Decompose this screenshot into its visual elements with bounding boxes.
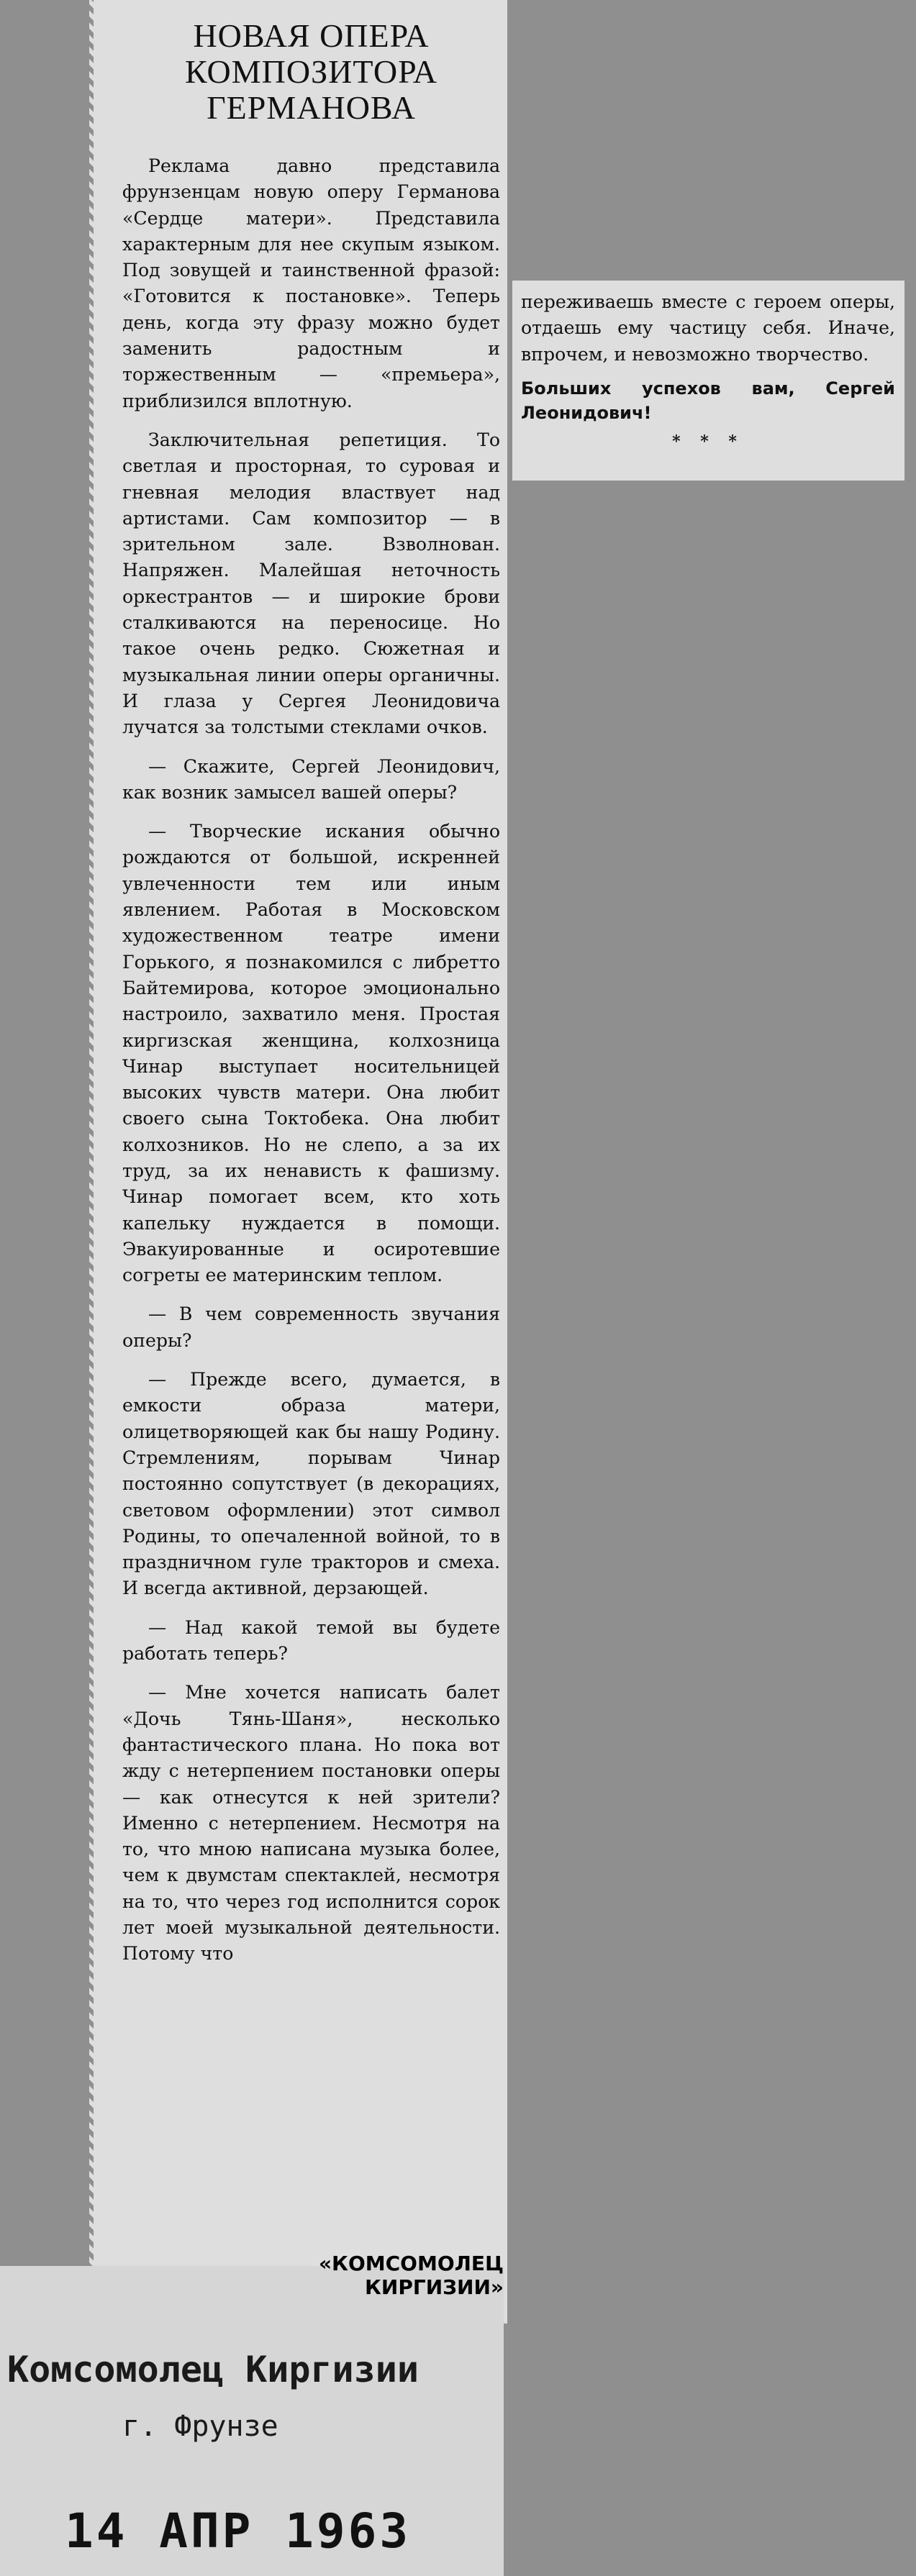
paragraph: Реклама давно представила фрунзенцам новую оперу Германова «Сердце матери». Представила характерным для нее скупым языком. Под зовущей и таинственной фразой: «Готовится к постановке». Теперь день, когда эту фразу можно будет заменить радостным и торжественным — «премьера», приблизился вплотную.: [122, 155, 500, 411]
article-column: [122, 18, 500, 1980]
title-line: НОВАЯ ОПЕРА: [193, 17, 430, 54]
answer: — Творческие искания обычно рождаются от большой, искренней увлеченности тем или иным явлением. Работая в Московском художественном театре имени Горького, я познакомился с либретто Байтемирова, которое эмоционально настроило, захватило меня. Простая киргизская женщина, колхозница Чинар выступает носительницей высоких чувств матери. Она любит своего сына Токтобека. Она любит колхозников. Но не слепо, а за их труд, за их ненависть к фашизму. Чинар помогает всем, кто хоть капельку нуждается в помощи. Эвакуированные и осиротевшие согреты ее материнским теплом.: [122, 821, 500, 1286]
source-line: «КОМСОМОЛЕЦ КИРГИЗИИ»: [318, 2252, 504, 2299]
article-title: [122, 18, 500, 126]
title-line: КОМПОЗИТОРА: [185, 53, 437, 90]
closing-line: Больших успехов вам, Сергей Леонидович!: [521, 378, 895, 423]
stamp-city: г. Фрунзе: [122, 2410, 278, 2443]
continuation-text: переживаешь вместе с героем оперы, отдаешь ему частицу себя. Иначе, впрочем, и невозможно творчество.: [521, 291, 895, 365]
question: — Скажите, Сергей Леонидович, как возник замысел вашей оперы?: [122, 755, 500, 803]
answer: — Мне хочется написать балет «Дочь Тянь-Шаня», несколько фантастического плана. Но пока вот жду с нетерпением постановки оперы — как отнесутся к ней зрители? Именно с нетерпением. Несмотря на то, что мною написана музыка более, чем к двумстам спектаклей, несмотря на то, что через год исполнится сорок лет моей музыкальной деятельности. Потому что: [122, 1682, 500, 1965]
stamp-date: 14 АПР 1963: [65, 2503, 412, 2559]
question: — В чем современность звучания оперы?: [122, 1303, 500, 1351]
question: — Над какой темой вы будете работать теперь?: [122, 1616, 500, 1665]
separator-stars: * * *: [672, 432, 744, 451]
stamp-newspaper: Комсомолец Киргизии: [7, 2349, 419, 2390]
continuation-column: [512, 281, 904, 481]
answer: — Прежде всего, думается, в емкости образа матери, олицетворяющей как бы нашу Родину. Стремлениям, порывам Чинар постоянно сопутствует (в декорациях, световом оформлении) этот символ Родины, то опечаленной войной, то в праздничном гуле тракторов и смеха. И всегда активной, дерзающей.: [122, 1369, 500, 1599]
paragraph: Заключительная репетиция. То светлая и просторная, то суровая и гневная мелодия властвует над артистами. Сам композитор — в зрительном зале. Взволнован. Напряжен. Малейшая неточность оркестрантов — и широкие брови сталкиваются на переносице. Но такое очень редко. Сюжетная и музыкальная линии оперы органичны. И глаза у Сергея Леонидовича лучатся за толстыми стеклами очков.: [122, 429, 500, 738]
title-line: ГЕРМАНОВА: [207, 89, 416, 126]
